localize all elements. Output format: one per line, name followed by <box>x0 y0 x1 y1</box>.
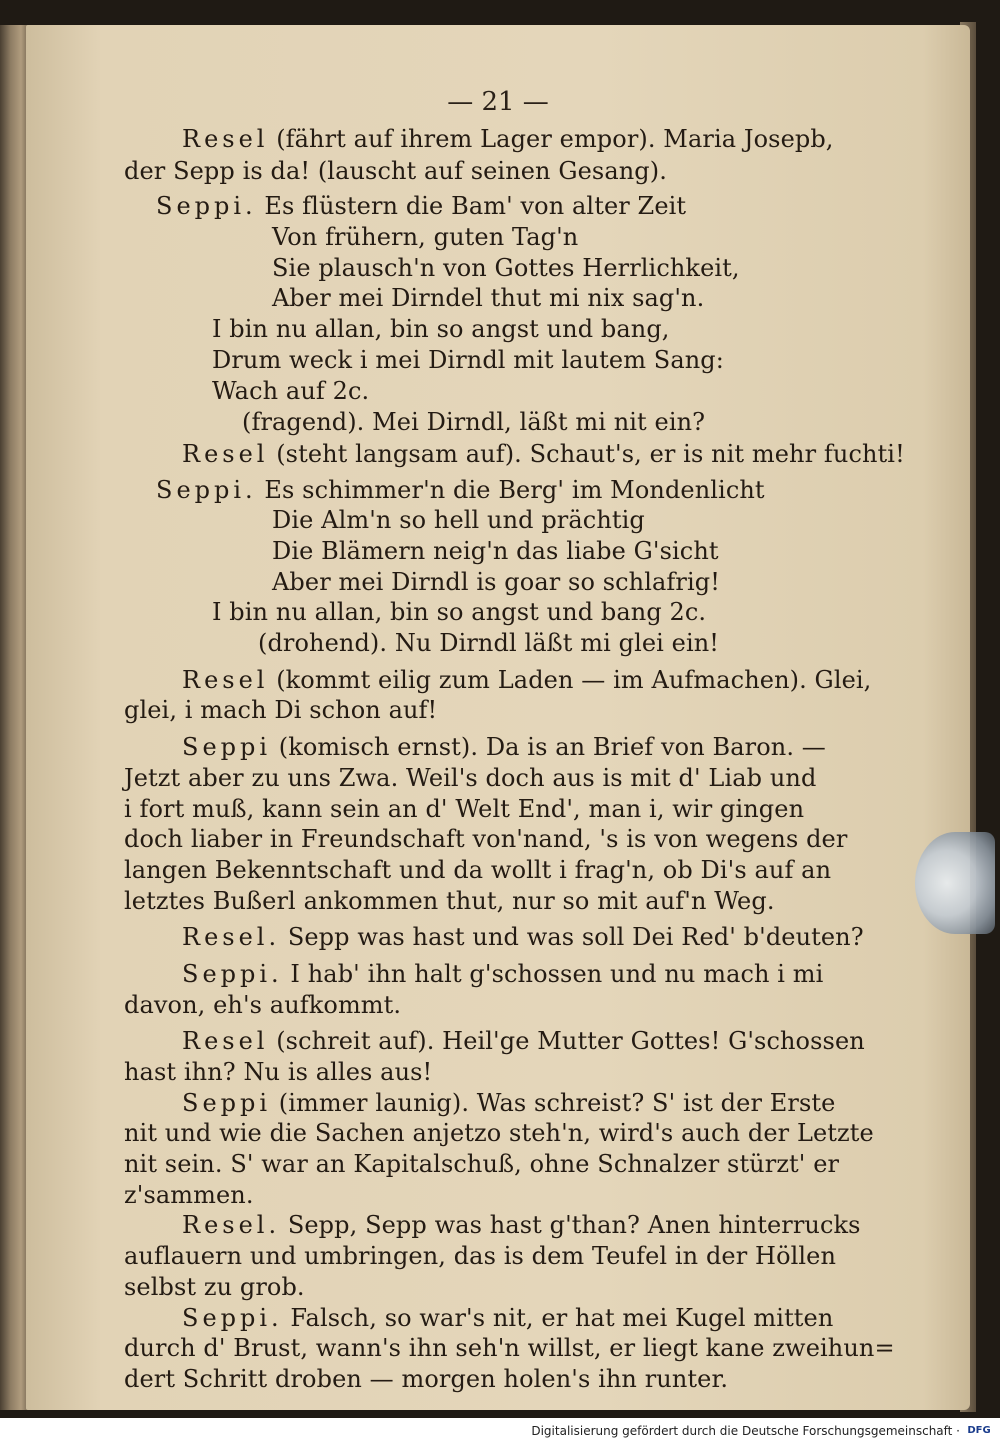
text-line: nit sein. S' war an Kapitalschuß, ohne Schnalzer stürzt' er <box>124 1150 840 1179</box>
text-line: davon, eh's aufkommt. <box>124 990 402 1019</box>
book-page <box>26 25 970 1410</box>
text-line: Jetzt aber zu uns Zwa. Weil's doch aus is mit d' Liab und <box>124 763 817 792</box>
text-line: I bin nu allan, bin so angst und bang 2c. <box>212 598 707 627</box>
funding-note: Digitalisierung gefördert durch die Deutsche Forschungsgemeinschaft · <box>531 1424 960 1438</box>
text-line: Die Alm'n so hell und prächtig <box>272 506 645 535</box>
text-line: i fort muß, kann sein an d' Welt End', man i, wir gingen <box>124 794 805 823</box>
text-line: der Sepp is da! (lauscht auf seinen Gesang). <box>124 156 667 185</box>
text-line: Resel. Sepp, Sepp was hast g'than? Anen hinterrucks <box>182 1211 861 1240</box>
text-line: Seppi. I hab' ihn halt g'schossen und nu mach i mi <box>182 959 824 988</box>
text-line: (drohend). Nu Dirndl läßt mi glei ein! <box>258 629 720 658</box>
text-line: Resel (steht langsam auf). Schaut's, er is nit mehr fuchti! <box>182 439 905 468</box>
text-line: hast ihn? Nu is alles aus! <box>124 1057 433 1086</box>
text-line: langen Bekenntschaft und da wollt i frag'n, ob Di's auf an <box>124 855 832 884</box>
text-line: doch liaber in Freundschaft von'nand, 's is von wegens der <box>124 825 848 854</box>
text-line: Die Blämern neig'n das liabe G'sicht <box>272 537 719 565</box>
text-line: durch d' Brust, wann's ihn seh'n willst, er liegt kane zweihun= <box>124 1334 895 1363</box>
text-line: Resel (schreit auf). Heil'ge Mutter Gottes! G'schossen <box>182 1027 865 1056</box>
text-line: glei, i mach Di schon auf! <box>124 696 438 725</box>
text-line: auflauern und umbringen, das is dem Teufel in der Höllen <box>124 1242 837 1271</box>
text-line: letztes Bußerl ankommen thut, nur so mit auf'n Weg. <box>124 886 775 915</box>
text-line: selbst zu grob. <box>124 1272 305 1301</box>
text-line: z'sammen. <box>124 1180 254 1209</box>
page-clip <box>915 832 995 934</box>
text-line: Von frühern, guten Tag'n <box>272 223 579 252</box>
text-line: Seppi. Falsch, so war's nit, er hat mei Kugel mitten <box>182 1303 834 1332</box>
text-line: Seppi (komisch ernst). Da is an Brief von Baron. — <box>182 733 826 762</box>
text-line: Aber mei Dirndl is goar so schlafrig! <box>272 567 720 596</box>
text-line: Drum weck i mei Dirndl mit lautem Sang: <box>212 345 724 374</box>
text-line: (fragend). Mei Dirndl, läßt mi nit ein? <box>242 408 706 437</box>
text-line: dert Schritt droben — morgen holen's ihn runter. <box>124 1365 729 1393</box>
text-line: Resel (kommt eilig zum Laden — im Aufmachen). Glei, <box>182 665 872 694</box>
page-number: — 21 — <box>447 87 549 117</box>
text-line: Sie plausch'n von Gottes Herrlichkeit, <box>272 253 740 282</box>
text-line: Seppi (immer launig). Was schreist? S' ist der Erste <box>182 1088 836 1117</box>
text-line: Seppi. Es flüstern die Bam' von alter Zeit <box>156 192 687 221</box>
text-line: nit und wie die Sachen anjetzo steh'n, wird's auch der Letzte <box>124 1119 874 1148</box>
text-line: I bin nu allan, bin so angst und bang, <box>212 315 670 344</box>
text-line: Seppi. Es schimmer'n die Berg' im Mondenlicht <box>156 475 765 504</box>
text-line: Resel. Sepp was hast und was soll Dei Red' b'deuten? <box>182 923 864 952</box>
dfg-logo: DFG <box>967 1425 991 1436</box>
text-line: Wach auf 2c. <box>212 376 370 405</box>
text-line: Resel (fährt auf ihrem Lager empor). Maria Josepb, <box>182 125 834 153</box>
text-line: Aber mei Dirndel thut mi nix sag'n. <box>272 284 705 313</box>
